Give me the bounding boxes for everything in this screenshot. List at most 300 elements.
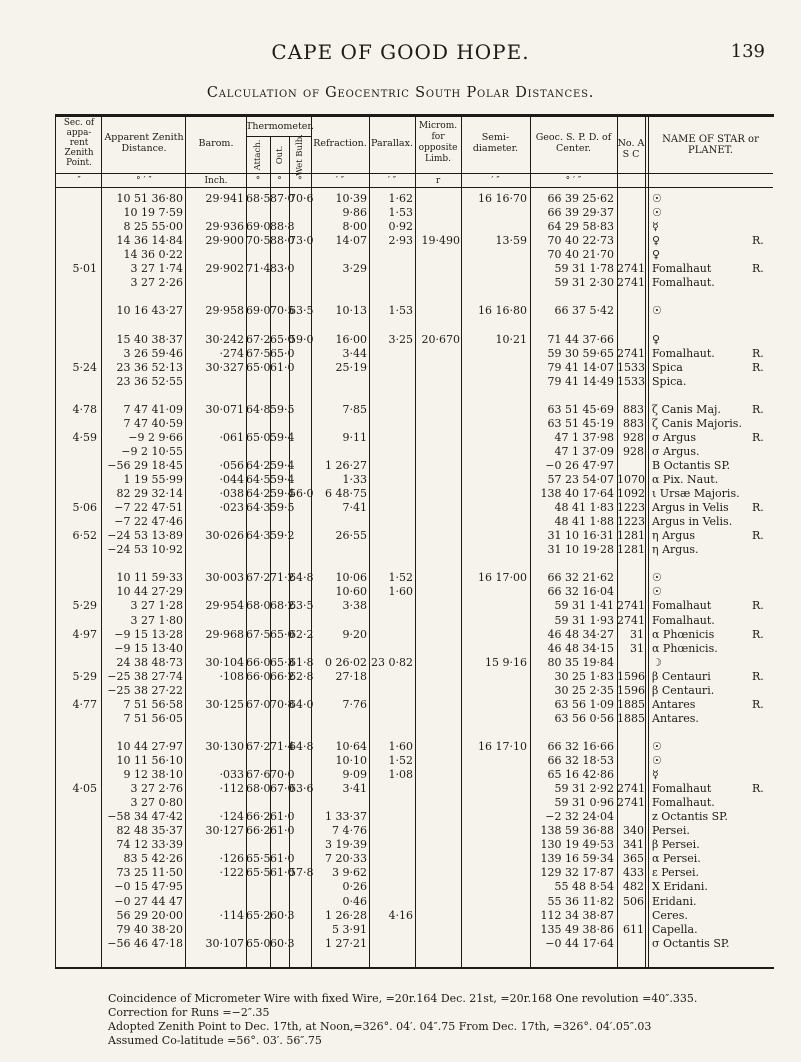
cell-thermo-outside: 60·3 (270, 936, 295, 950)
cell-zenith-distance: 10 44 27·29 (116, 585, 183, 599)
cell-refraction: 8·00 (342, 220, 367, 234)
cell-geocentric-spd: 139 16 59·34 (540, 852, 614, 866)
cell-zenith-distance: 10 19 7·59 (123, 206, 183, 220)
col-divider (648, 114, 649, 967)
cell-star-name: Fomalhaut (652, 262, 712, 276)
cell-asc-number: 482 (623, 880, 644, 894)
cell-geocentric-spd: −2 32 24·04 (545, 810, 614, 824)
cell-star-name: σ Octantis SP. (652, 936, 730, 950)
cell-parallax: 4·16 (388, 908, 413, 922)
cell-star-name: ☿ (652, 220, 659, 234)
unit-barometer: Inch. (204, 176, 228, 186)
cell-asc-number: 1223 (617, 501, 645, 515)
cell-star-name: ☉ (652, 304, 662, 318)
cell-geocentric-spd: 65 16 42·86 (547, 768, 614, 782)
cell-thermo-outside: 61·0 (270, 866, 295, 880)
cell-geocentric-spd: 135 49 38·86 (540, 922, 614, 936)
cell-barometer: 29·954 (205, 599, 244, 613)
cell-geocentric-spd: 59 31 2·30 (554, 276, 614, 290)
cell-thermo-attached: 64·2 (246, 487, 271, 501)
cell-thermo-attached: 64·3 (246, 501, 271, 515)
cell-barometer: ·122 (219, 866, 244, 880)
units-rule (56, 187, 773, 188)
cell-asc-number: 31 (630, 627, 644, 641)
cell-thermo-outside: 59·4 (270, 458, 295, 472)
cell-thermo-outside: 59·4 (270, 430, 295, 444)
footnote-colatitude: Assumed Co-latitude =56°. 03′. 56″.75 (108, 1034, 322, 1047)
cell-class: R. (752, 501, 764, 515)
cell-sec: 5·29 (72, 669, 97, 683)
cell-geocentric-spd: 59 31 2·92 (554, 782, 614, 796)
cell-barometer: ·274 (219, 346, 244, 360)
cell-geocentric-spd: 48 41 1·88 (554, 515, 614, 529)
cell-refraction: 10·60 (335, 585, 367, 599)
cell-star-name: Argus in Velis. (652, 515, 733, 529)
cell-thermo-attached: 67·2 (246, 332, 271, 346)
cell-thermo-outside: 65·0 (270, 346, 295, 360)
cell-barometer: 30·130 (205, 739, 244, 753)
cell-barometer: 29·968 (205, 627, 244, 641)
cell-barometer: 30·026 (205, 529, 244, 543)
cell-zenith-distance: −7 22 47·46 (114, 515, 183, 529)
cell-asc-number: 2741 (617, 599, 645, 613)
cell-geocentric-spd: 138 40 17·64 (540, 487, 614, 501)
cell-zenith-distance: 7 47 41·09 (123, 402, 183, 416)
cell-star-name: α Phœnicis (652, 627, 715, 641)
cell-thermo-wet: 62·2 (289, 627, 314, 641)
cell-zenith-distance: 7 51 56·58 (123, 697, 183, 711)
cell-zenith-distance: −56 46 47·18 (107, 936, 183, 950)
cell-zenith-distance: −9 15 13·28 (114, 627, 183, 641)
cell-geocentric-spd: −0 44 17·64 (545, 936, 614, 950)
cell-thermo-attached: 65·0 (246, 360, 271, 374)
cell-zenith-distance: 82 48 35·37 (116, 824, 183, 838)
header-parallax: Parallax. (371, 138, 413, 149)
table-title: Calculation of Geocentric South Polar Distances. (206, 85, 595, 101)
cell-star-name: Ceres. (652, 908, 688, 922)
cell-asc-number: 1885 (617, 697, 645, 711)
unit-outside: ° (277, 176, 282, 186)
cell-barometer: 30·327 (205, 360, 244, 374)
cell-star-name: ♀ (652, 248, 661, 262)
cell-refraction: 7 20·33 (325, 852, 367, 866)
cell-parallax: 23 0·82 (371, 655, 413, 669)
cell-sec: 6·52 (72, 529, 97, 543)
cell-refraction: 10·64 (335, 739, 367, 753)
cell-class: R. (752, 360, 764, 374)
cell-star-name: β Centauri (652, 669, 711, 683)
cell-thermo-attached: 65·5 (246, 852, 271, 866)
cell-barometer: ·112 (219, 782, 244, 796)
cell-star-name: ☉ (652, 585, 662, 599)
cell-star-name: σ Argus (652, 430, 696, 444)
cell-star-name: ☽ (652, 655, 662, 669)
cell-geocentric-spd: 63 51 45·69 (547, 402, 614, 416)
cell-star-name: ♀ (652, 332, 661, 346)
cell-geocentric-spd: 64 29 58·83 (547, 220, 614, 234)
cell-refraction: 27·18 (335, 669, 367, 683)
unit-parallax: ′ ″ (387, 176, 397, 186)
cell-class: R. (752, 529, 764, 543)
cell-zenith-distance: 3 27 2·26 (130, 276, 183, 290)
cell-sec: 4·77 (72, 697, 97, 711)
cell-star-name: Fomalhaut (652, 599, 712, 613)
cell-star-name: z Octantis SP. (652, 810, 728, 824)
cell-barometer: ·044 (219, 473, 244, 486)
cell-thermo-outside: 65·0 (270, 627, 295, 641)
page-header (0, 40, 801, 70)
cell-zenith-distance: 74 12 33·39 (116, 838, 183, 852)
cell-class: R. (752, 782, 764, 796)
cell-geocentric-spd: 70 40 22·73 (547, 234, 614, 248)
header-micrometer: Microm. for opposite Limb. (418, 121, 458, 164)
cell-refraction: 7·76 (342, 697, 367, 711)
cell-thermo-attached: 69·0 (246, 220, 271, 234)
cell-star-name: Antares (652, 697, 696, 711)
col-divider (645, 114, 646, 967)
cell-star-name: α Pix. Naut. (652, 473, 719, 486)
cell-geocentric-spd: 30 25 2·35 (554, 683, 614, 697)
cell-barometer: 30·125 (205, 697, 244, 711)
cell-thermo-attached: 67·5 (246, 346, 271, 360)
running-title: CAPE OF GOOD HOPE. (271, 40, 530, 64)
cell-refraction: 9·20 (342, 627, 367, 641)
cell-geocentric-spd: 130 19 49·53 (540, 838, 614, 852)
cell-thermo-outside: 59·2 (270, 529, 295, 543)
cell-zenith-distance: 10 44 27·97 (116, 739, 183, 753)
cell-thermo-outside: 68·2 (270, 599, 295, 613)
cell-refraction: 3·41 (342, 782, 367, 796)
cell-thermo-outside: 88·0 (270, 234, 295, 248)
cell-star-name: ε Persei. (652, 866, 700, 880)
cell-star-name: ☉ (652, 206, 662, 220)
cell-micrometer: 20·670 (421, 332, 460, 346)
cell-refraction: 1 33·37 (325, 810, 367, 824)
cell-asc-number: 341 (623, 838, 644, 852)
cell-star-name: ☉ (652, 571, 662, 585)
cell-thermo-outside: 60·3 (270, 908, 295, 922)
cell-thermo-attached: 67·6 (246, 768, 271, 782)
cell-zenith-distance: 3 26 59·46 (123, 346, 183, 360)
cell-star-name: α Persei. (652, 852, 701, 866)
cell-thermo-attached: 68·0 (246, 599, 271, 613)
header-geocentric-spd: Geoc. S. P. D. of Center. (535, 132, 612, 154)
cell-geocentric-spd: 59 30 59·65 (547, 346, 614, 360)
cell-geocentric-spd: 63 56 1·09 (554, 697, 614, 711)
header-rule (56, 173, 773, 174)
cell-star-name: ζ Canis Maj. (652, 402, 721, 416)
cell-refraction: 3 19·39 (325, 838, 367, 852)
cell-geocentric-spd: 63 56 0·56 (554, 711, 614, 725)
cell-thermo-wet: 64·8 (289, 739, 314, 753)
cell-geocentric-spd: 63 51 45·19 (547, 416, 614, 430)
cell-thermo-attached: 65·0 (246, 430, 271, 444)
cell-star-name: Fomalhaut. (652, 346, 715, 360)
cell-asc-number: 433 (623, 866, 644, 880)
cell-thermo-attached: 66·0 (246, 669, 271, 683)
cell-barometer: ·023 (219, 501, 244, 515)
cell-refraction: 9·11 (342, 430, 367, 444)
cell-geocentric-spd: 30 25 1·83 (554, 669, 614, 683)
unit-micrometer: r (435, 176, 441, 186)
cell-refraction: 7 4·76 (332, 824, 367, 838)
unit-sec: ″ (77, 176, 81, 186)
cell-semidiameter: 16 17·00 (478, 571, 527, 585)
cell-asc-number: 883 (623, 402, 644, 416)
cell-geocentric-spd: 55 48 8·54 (554, 880, 614, 894)
cell-zenith-distance: 10 51 36·80 (116, 192, 183, 205)
cell-parallax: 1·62 (388, 192, 413, 205)
cell-thermo-attached: 69·0 (246, 304, 271, 318)
cell-geocentric-spd: 59 31 1·78 (554, 262, 614, 276)
cell-geocentric-spd: 138 59 36·88 (540, 824, 614, 838)
cell-semidiameter: 15 9·16 (485, 655, 527, 669)
cell-zenith-distance: −24 53 10·92 (107, 543, 183, 557)
cell-sec: 4·59 (72, 430, 97, 444)
cell-parallax: 1·08 (388, 768, 413, 782)
cell-asc-number: 928 (623, 444, 644, 458)
cell-refraction: 26·55 (335, 529, 367, 543)
cell-refraction: 0·26 (342, 880, 367, 894)
header-sec: Sec. of appa- rent Zenith Point. (63, 118, 95, 168)
cell-star-name: ☿ (652, 768, 659, 782)
cell-geocentric-spd: 31 10 19·28 (547, 543, 614, 557)
cell-asc-number: 2741 (617, 276, 645, 290)
cell-thermo-outside: 65·0 (270, 332, 295, 346)
cell-refraction: 7·85 (342, 402, 367, 416)
cell-thermo-wet: 63·6 (289, 782, 314, 796)
cell-asc-number: 506 (623, 894, 644, 908)
cell-thermo-wet: 59·0 (289, 332, 314, 346)
cell-asc-number: 365 (623, 852, 644, 866)
cell-refraction: 3·38 (342, 599, 367, 613)
cell-thermo-wet: 70·6 (289, 192, 314, 205)
cell-star-name: ι Ursæ Majoris. (652, 487, 740, 501)
cell-star-name: Antares. (652, 711, 699, 725)
cell-thermo-wet: 56·0 (289, 487, 314, 501)
cell-star-name: β Persei. (652, 838, 700, 852)
cell-asc-number: 1223 (617, 515, 645, 529)
cell-thermo-outside: 59·4 (270, 487, 295, 501)
cell-asc-number: 1070 (617, 473, 645, 486)
cell-star-name: Fomalhaut. (652, 613, 715, 627)
cell-class: R. (752, 669, 764, 683)
cell-zenith-distance: 23 36 52·13 (116, 360, 183, 374)
cell-zenith-distance: 73 25 11·50 (116, 866, 183, 880)
cell-semidiameter: 16 16·80 (478, 304, 527, 318)
cell-zenith-distance: 10 16 43·27 (116, 304, 183, 318)
cell-refraction: 10·06 (335, 571, 367, 585)
cell-star-name: β Centauri. (652, 683, 715, 697)
unit-semidiameter: ′ ″ (491, 176, 500, 186)
cell-refraction: 3 9·62 (332, 866, 367, 880)
cell-barometer: ·114 (219, 908, 244, 922)
cell-star-name: η Argus. (652, 543, 699, 557)
cell-geocentric-spd: 46 48 34·15 (547, 641, 614, 655)
cell-star-name: B Octantis SP. (652, 458, 731, 472)
cell-geocentric-spd: 66 32 18·53 (547, 754, 614, 767)
cell-barometer: 30·003 (205, 571, 244, 585)
cell-parallax: 0·92 (388, 220, 413, 234)
cell-geocentric-spd: 80 35 19·84 (547, 655, 614, 669)
cell-thermo-outside: 70·0 (270, 768, 295, 782)
cell-star-name: Fomalhaut. (652, 796, 715, 810)
cell-thermo-attached: 66·2 (246, 824, 271, 838)
cell-class: R. (752, 430, 764, 444)
cell-barometer: ·124 (219, 810, 244, 824)
col-divider (101, 114, 102, 967)
cell-thermo-outside: 83·0 (270, 262, 295, 276)
cell-zenith-distance: 1 19 55·99 (123, 473, 183, 486)
cell-geocentric-spd: 55 36 11·82 (547, 894, 614, 908)
cell-thermo-wet: 73·0 (289, 234, 314, 248)
header-thermometer: Thermometer. (246, 121, 314, 132)
cell-zenith-distance: 3 27 1·28 (130, 599, 183, 613)
cell-class: R. (752, 402, 764, 416)
cell-thermo-outside: 70·8 (270, 697, 295, 711)
cell-star-name: Fomalhaut. (652, 276, 715, 290)
cell-parallax: 1·60 (388, 739, 413, 753)
cell-thermo-outside: 59·5 (270, 501, 295, 515)
cell-geocentric-spd: 129 32 17·87 (540, 866, 614, 880)
cell-zenith-distance: 7 51 56·05 (123, 711, 183, 725)
header-star-name: NAME OF STAR or PLANET. (662, 134, 759, 156)
cell-refraction: 3·29 (342, 262, 367, 276)
cell-refraction: 1·33 (342, 473, 367, 486)
cell-thermo-outside: 61·0 (270, 810, 295, 824)
header-attached: Attach. (253, 139, 263, 171)
cell-thermo-attached: 67·0 (246, 697, 271, 711)
unit-wet: ° (297, 176, 303, 186)
cell-zenith-distance: −0 27 44 47 (114, 894, 183, 908)
unit-geocentric: ° ′ ″ (565, 176, 582, 186)
cell-thermo-attached: 64·8 (246, 402, 271, 416)
cell-asc-number: 1885 (617, 711, 645, 725)
cell-barometer: ·038 (219, 487, 244, 501)
cell-geocentric-spd: 66 37 5·42 (554, 304, 614, 318)
cell-asc-number: 1596 (617, 669, 645, 683)
cell-geocentric-spd: −0 26 47·97 (545, 458, 614, 472)
cell-zenith-distance: −9 2 9·66 (128, 430, 183, 444)
cell-thermo-outside: 70·5 (270, 304, 295, 318)
cell-barometer: 29·902 (205, 262, 244, 276)
header-outside: Out. (275, 145, 285, 165)
cell-geocentric-spd: 112 34 38·87 (540, 908, 614, 922)
cell-zenith-distance: −0 15 47·95 (114, 880, 183, 894)
cell-geocentric-spd: 79 41 14·49 (547, 374, 614, 388)
cell-thermo-wet: 64·8 (289, 571, 314, 585)
cell-asc-number: 1281 (617, 543, 645, 557)
cell-geocentric-spd: 66 39 29·37 (547, 206, 614, 220)
cell-class: R. (752, 262, 764, 276)
unit-zenith: ° ′ ″ (136, 176, 152, 186)
cell-geocentric-spd: 79 41 14·07 (547, 360, 614, 374)
cell-thermo-attached: 64·2 (246, 458, 271, 472)
cell-semidiameter: 16 16·70 (478, 192, 527, 205)
cell-barometer: 29·936 (205, 220, 244, 234)
header-asc-number: No. A S C (617, 138, 645, 160)
header-wet-bulb: Wet Bulb. (295, 134, 305, 176)
cell-thermo-wet: 63·5 (289, 599, 314, 613)
cell-geocentric-spd: 46 48 34·27 (547, 627, 614, 641)
cell-geocentric-spd: 47 1 37·98 (554, 430, 614, 444)
cell-asc-number: 1092 (617, 487, 645, 501)
cell-thermo-attached: 67·2 (246, 739, 271, 753)
unit-refraction: ′ ″ (335, 176, 345, 186)
cell-asc-number: 611 (623, 922, 644, 936)
cell-parallax: 1·52 (388, 571, 413, 585)
cell-thermo-outside: 88·8 (270, 220, 295, 234)
cell-parallax: 1·60 (388, 585, 413, 599)
cell-sec: 4·05 (72, 782, 97, 796)
cell-thermo-outside: 66·2 (270, 669, 295, 683)
cell-thermo-attached: 71·4 (246, 262, 271, 276)
cell-zenith-distance: 3 27 1·74 (130, 262, 183, 276)
cell-star-name: ☉ (652, 192, 662, 205)
cell-zenith-distance: 83 5 42·26 (123, 852, 183, 866)
cell-asc-number: 2741 (617, 796, 645, 810)
cell-zenith-distance: 3 27 1·80 (130, 613, 183, 627)
cell-zenith-distance: 24 38 48·73 (116, 655, 183, 669)
cell-thermo-attached: 67·5 (246, 627, 271, 641)
cell-thermo-outside: 71·2 (270, 571, 295, 585)
cell-barometer: 30·127 (205, 824, 244, 838)
cell-geocentric-spd: 59 31 0·96 (554, 796, 614, 810)
cell-refraction: 0·46 (342, 894, 367, 908)
footnote-zenith-point: Adopted Zenith Point to Dec. 17th, at Noon,=326°. 04′. 04″.75 From Dec. 17th, =326°. 04′.05″.03 (108, 1020, 652, 1033)
cell-refraction: 1 26·27 (325, 458, 367, 472)
cell-zenith-distance: 8 25 55·00 (123, 220, 183, 234)
cell-thermo-attached: 64·5 (246, 473, 271, 486)
cell-sec: 4·97 (72, 627, 97, 641)
cell-zenith-distance: 82 29 32·14 (116, 487, 183, 501)
cell-geocentric-spd: 66 39 25·62 (547, 192, 614, 205)
cell-refraction: 3·44 (342, 346, 367, 360)
cell-thermo-attached: 65·2 (246, 908, 271, 922)
cell-zenith-distance: −9 15 13·40 (114, 641, 183, 655)
cell-thermo-wet: 62·8 (289, 669, 314, 683)
cell-thermo-wet: 63·5 (289, 304, 314, 318)
cell-star-name: ζ Canis Majoris. (652, 416, 742, 430)
unit-attached: ° (255, 176, 261, 186)
header-semidiameter: Semi- diameter. (472, 132, 519, 154)
cell-thermo-outside: 61·0 (270, 360, 295, 374)
cell-semidiameter: 10·21 (495, 332, 527, 346)
cell-class: R. (752, 599, 764, 613)
cell-barometer: 30·107 (205, 936, 244, 950)
cell-class: R. (752, 346, 764, 360)
cell-thermo-outside: 59·4 (270, 473, 295, 486)
cell-refraction: 6 48·75 (325, 487, 367, 501)
cell-thermo-wet: 57·8 (289, 866, 314, 880)
cell-star-name: Eridani. (652, 894, 697, 908)
cell-zenith-distance: −56 29 18·45 (107, 458, 183, 472)
footnote-coincidence: Coincidence of Micrometer Wire with fixed Wire, =20r.164 Dec. 21st, =20r.168 One revolution =40″.335. (108, 992, 698, 1005)
cell-asc-number: 31 (630, 641, 644, 655)
cell-refraction: 1 27·21 (325, 936, 367, 950)
header-barometer: Barom. (198, 138, 234, 149)
cell-geocentric-spd: 48 41 1·83 (554, 501, 614, 515)
cell-zenith-distance: 56 29 20·00 (116, 908, 183, 922)
cell-thermo-attached: 65·5 (246, 866, 271, 880)
cell-asc-number: 2741 (617, 782, 645, 796)
cell-zenith-distance: 15 40 38·37 (116, 332, 183, 346)
cell-asc-number: 1281 (617, 529, 645, 543)
cell-geocentric-spd: 59 31 1·93 (554, 613, 614, 627)
cell-star-name: Spica. (652, 374, 687, 388)
cell-sec: 5·06 (72, 501, 97, 515)
cell-refraction: 9·86 (342, 206, 367, 220)
